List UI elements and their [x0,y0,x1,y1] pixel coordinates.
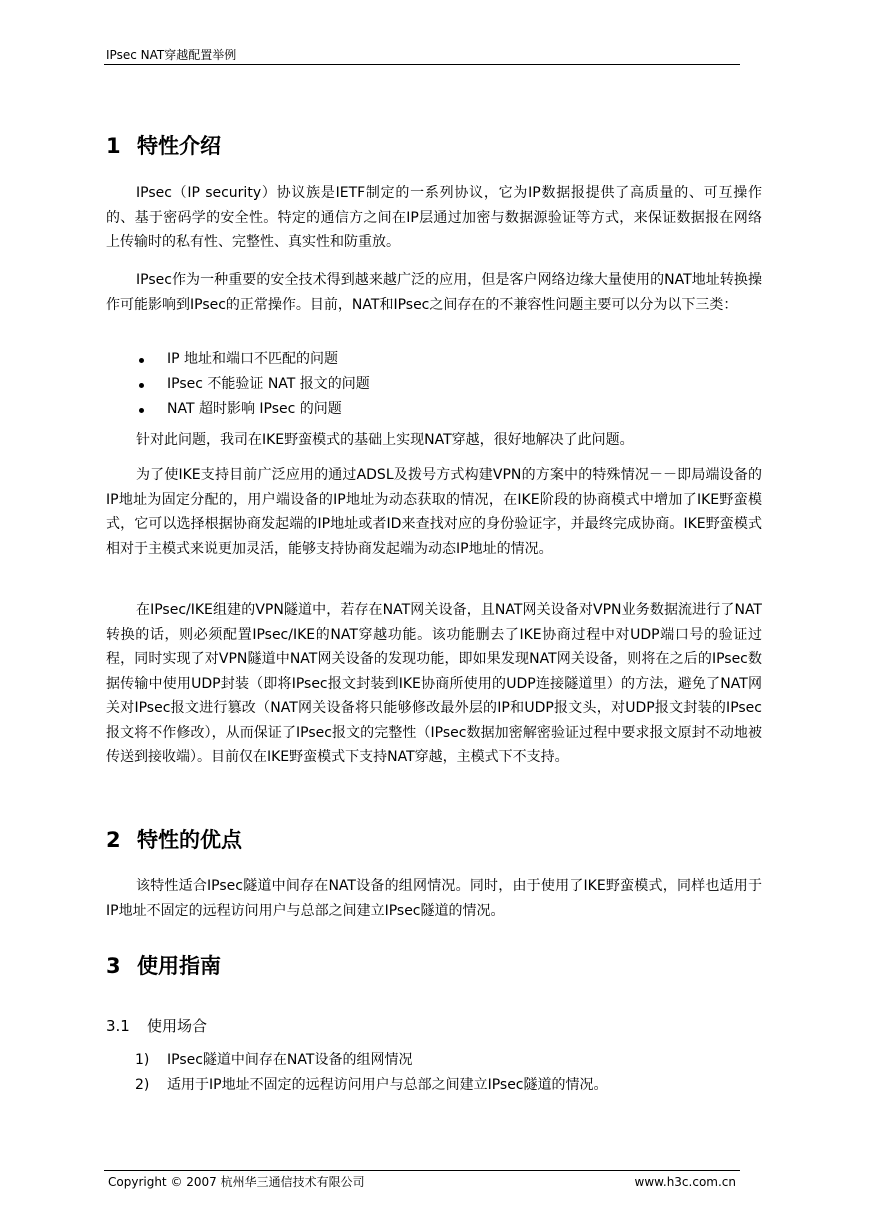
bullet-dot-icon [139,408,144,413]
bullet-item: IP 地址和端口不匹配的问题 [106,347,370,372]
footer-divider [104,1170,740,1171]
bullet-item: NAT 超时影响 IPsec 的问题 [106,397,370,422]
list-item: 1) IPsec隧道中间存在NAT设备的组网情况 [135,1052,413,1068]
subsection-3-1-number: 3.1 [106,1017,130,1035]
section-1-heading [106,132,221,160]
section-2-heading [106,826,242,854]
section-1-paragraph-4: 在IPsec/IKE组建的VPN隧道中，若存在NAT网关设备，且NAT网关设备对VPN业务数据流进行了NAT转换的话，则必须配置IPsec/IKE的NAT穿越功能。该功能删去了IKE协商过程中对UDP端口号的验证过程，同时实现了对VPN隧道中NAT网关设备的发现功能，即如果发现NAT网关设备，则将在之后的IPsec数据传输中使用UDP封装（即将IPsec报文封装到IKE协商所使用的UDP连接隧道里）的方法，避免了NAT网关对IPsec报文进行篡改（NAT网关设备将只能够修改最外层的IP和UDP报文头，对UDP报文封装的IPsec报文将不作修改），从而保证了IPsec报文的完整性（IPsec数据加密解密验证过程中要求报文原封不动地被传送到接收端）。目前仅在IKE野蛮模式下支持NAT穿越，主模式下不支持。 [106,602,762,765]
footer-copyright: Copyright © 2007 杭州华三通信技术有限公司 [108,1175,365,1189]
section-3-title: 使用指南 [137,954,221,978]
section-2-number: 2 [106,828,121,852]
section-1-solution-sentence: 针对此问题，我司在IKE野蛮模式的基础上实现NAT穿越，很好地解决了此问题。 [136,432,634,448]
subsection-3-1-heading [106,1016,207,1036]
footer-website: www.h3c.com.cn [634,1175,736,1189]
running-header-title: IPsec NAT穿越配置举例 [106,48,237,62]
section-1-paragraph-1: IPsec（IP security）协议族是IETF制定的一系列协议，它为IP数据报提供了高质量的、可互操作的、基于密码学的安全性。特定的通信方之间在IP层通过加密与数据源验证等方式，来保证数据报在网络上传输时的私有性、完整性、真实性和防重放。 [106,185,762,250]
section-1-number: 1 [106,134,121,158]
section-1-paragraph-3: 为了使IKE支持目前广泛应用的通过ADSL及拨号方式构建VPN的方案中的特殊情况－－即局端设备的IP地址为固定分配的，用户端设备的IP地址为动态获取的情况，在IKE阶段的协商模式中增加了IKE野蛮模式，它可以选择根据协商发起端的IP地址或者ID来查找对应的身份验证字，并最终完成协商。IKE野蛮模式相对于主模式来说更加灵活，能够支持协商发起端为动态IP地址的情况。 [106,467,762,557]
problem-bullet-list [106,347,370,422]
section-1-paragraph-2: IPsec作为一种重要的安全技术得到越来越广泛的应用，但是客户网络边缘大量使用的NAT地址转换操作可能影响到IPsec的正常操作。目前，NAT和IPsec之间存在的不兼容性问题主要可以分为以下三类： [106,272,762,313]
subsection-3-1-title: 使用场合 [147,1017,208,1035]
bullet-dot-icon [139,383,144,388]
bullet-dot-icon [139,358,144,363]
bullet-item: IPsec 不能验证 NAT 报文的问题 [106,372,370,397]
section-3-number: 3 [106,954,121,978]
section-3-heading [106,952,221,980]
section-2-title: 特性的优点 [137,828,242,852]
list-item: 2) 适用于IP地址不固定的远程访问用户与总部之间建立IPsec隧道的情况。 [135,1077,608,1093]
usage-scenario-list [106,1048,608,1098]
section-2-paragraph-1: 该特性适合IPsec隧道中间存在NAT设备的组网情况。同时，由于使用了IKE野蛮模式，同样也适用于IP地址不固定的远程访问用户与总部之间建立IPsec隧道的情况。 [106,878,762,919]
section-1-title: 特性介绍 [137,134,221,158]
header-divider [104,64,740,65]
